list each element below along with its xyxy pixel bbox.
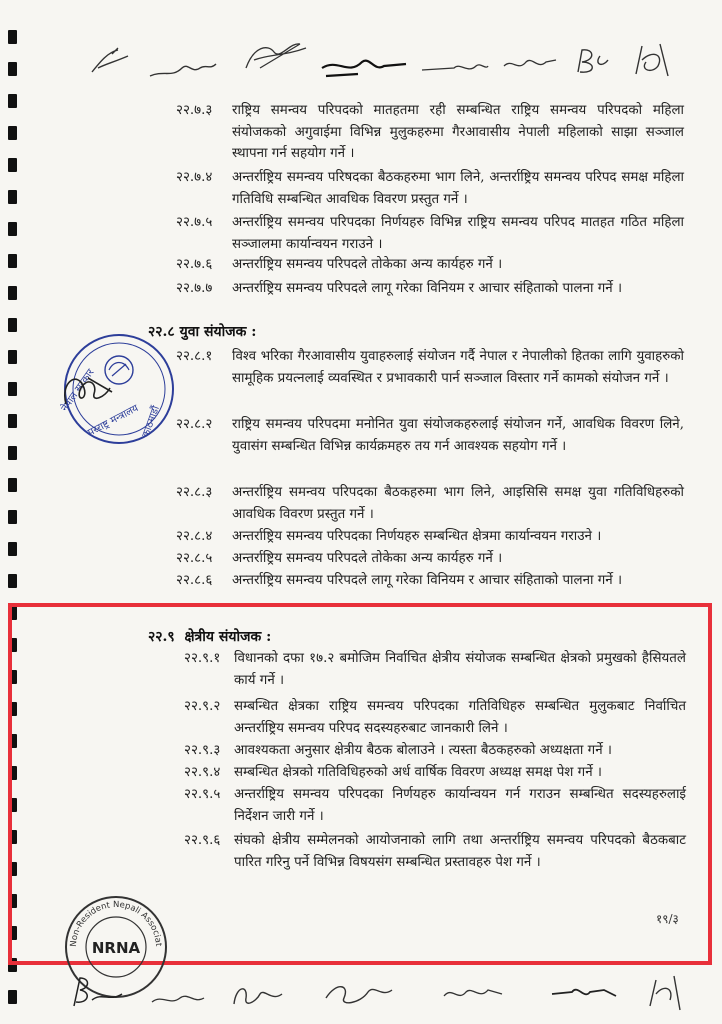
- nrna-ring-text: Non-Resident Nepali Associat: [68, 899, 164, 948]
- signature-icon: [68, 972, 128, 1012]
- nrna-abbr: NRNA: [91, 939, 141, 957]
- binding-hole: [8, 350, 17, 364]
- item-number: २२.८.२: [176, 417, 213, 432]
- section-title: क्षेत्रीय संयोजक :: [184, 629, 272, 645]
- binding-hole: [8, 382, 17, 396]
- item-number: २२.७.३: [176, 103, 213, 118]
- binding-hole: [8, 94, 17, 108]
- binding-hole: [8, 222, 17, 236]
- item-text: सम्बन्धित क्षेत्रको गतिविधिहरुको अर्ध वार्षिक विवरण अध्यक्ष समक्ष पेश गर्ने ।: [234, 765, 602, 780]
- binding-hole: [8, 158, 17, 172]
- item-text: अन्तर्राष्ट्रिय समन्वय परिपदका निर्णयहरु सम्बन्धित क्षेत्रमा कार्यान्वयन गराउने ।: [232, 529, 602, 544]
- binding-hole: [8, 126, 17, 140]
- binding-hole: [8, 574, 17, 588]
- item-number: २२.९.५: [184, 787, 221, 802]
- item-number: २२.९.३: [184, 743, 221, 758]
- item-text: सम्बन्धित क्षेत्रका राष्ट्रिय समन्वय परिपदका गतिविधिहरु सम्बन्धित मुलुकबाट निर्वाचित अन्तर्राष्ट्रिय समन्वय परिपद सदस्यहरुबाट जानकारी लिने ।: [234, 699, 686, 736]
- item-text: अन्तर्राष्ट्रिय समन्वय परिपदका निर्णयहरु विभिन्न राष्ट्रिय समन्वय परिपद मातहत गठित महिला सञ्जालमा कार्यान्वयन गराउने ।: [232, 215, 684, 252]
- item-number: २२.७.६: [176, 257, 213, 272]
- signature-row-top: [0, 38, 722, 88]
- item-number: २२.८.३: [176, 485, 213, 500]
- signature-icon: [226, 978, 286, 1012]
- item-number: २२.८.५: [176, 551, 213, 566]
- signature-icon: [644, 970, 684, 1014]
- binding-hole: [8, 318, 17, 332]
- item-text: अन्तर्राष्ट्रिय समन्वय परिषदका बैठकहरुमा भाग लिने, अन्तर्राष्ट्रिय समन्वय परिपद समक्ष महिला गतिविधि सम्बन्धित आवधिक विवरण प्रस्तुत गर्ने ।: [232, 170, 684, 207]
- signature-icon: [550, 980, 620, 1006]
- item-number: २२.८.१: [176, 349, 213, 364]
- item-text: संघको क्षेत्रीय सम्मेलनको आयोजनाको लागि तथा अन्तर्राष्ट्रिय समन्वय परिपदको बैठकबाट पारित गरिनु पर्ने विभिन्न विषयसंग सम्बन्धित प्रस्तावहरु पेश गर्ने ।: [234, 833, 686, 870]
- signature-icon: [420, 56, 490, 80]
- binding-hole: [8, 414, 17, 428]
- signature-icon: [628, 40, 674, 80]
- signature-icon: [150, 988, 206, 1010]
- item-number: २२.९.६: [184, 833, 221, 848]
- item-number: २२.७.५: [176, 215, 213, 230]
- section-number: २२.९: [148, 629, 175, 645]
- binding-hole: [8, 190, 17, 204]
- item-number: २२.८.४: [176, 529, 213, 544]
- item-text: राष्ट्रिय समन्वय परिपदमा मनोनित युवा संयोजकहरुलाई संयोजन गर्ने, आवधिक विवरण लिने, युवासंग सम्बन्धित विभिन्न कार्यक्रमहरु तय गर्न आवश्यक सहयोग गर्ने ।: [232, 417, 684, 454]
- item-number: २२.७.७: [176, 281, 213, 296]
- signature-row-bottom: [0, 970, 722, 1020]
- item-text: अन्तर्राष्ट्रिय समन्वय परिपदले लागू गरेका विनियम र आचार संहिताको पालना गर्ने ।: [232, 573, 623, 588]
- stamp-ministry-text: परराष्ट्र मन्त्रालय: [86, 402, 141, 439]
- binding-hole: [8, 478, 17, 492]
- item-text: विश्व भरिका गैरआवासीय युवाहरुलाई संयोजन गर्दै नेपाल र नेपालीको हितका लागि युवाहरुको सामूहिक प्रयत्नलाई व्यवस्थित र प्रभावकारी पार्न सञ्जाल विस्तार गर्ने कामको संयोजन गर्ने ।: [232, 349, 684, 386]
- signature-icon: [88, 44, 134, 78]
- page-number: १९/३: [656, 912, 679, 926]
- stamp-city-text: काठमाडौं: [140, 404, 162, 440]
- item-text: अन्तर्राष्ट्रिय समन्वय परिपदले तोकेका अन्य कार्यहरु गर्ने ।: [232, 257, 503, 272]
- item-number: २२.९.१: [184, 651, 221, 666]
- binding-hole: [8, 510, 17, 524]
- item-text: विधानको दफा १७.२ बमोजिम निर्वाचित क्षेत्रीय संयोजक सम्बन्धित क्षेत्रको प्रमुखको हैसियतले कार्य गर्ने ।: [234, 651, 686, 688]
- signature-icon: [318, 52, 408, 82]
- signature-icon: [58, 362, 120, 412]
- signature-icon: [572, 44, 612, 78]
- item-number: २२.८.६: [176, 573, 213, 588]
- binding-hole: [8, 286, 17, 300]
- section-22-9-heading: [148, 627, 271, 646]
- signature-icon: [320, 976, 396, 1010]
- section-number: २२.८: [148, 324, 175, 340]
- item-number: २२.९.२: [184, 699, 221, 714]
- item-text: अन्तर्राष्ट्रिय समन्वय परिपदका निर्णयहरु कार्यान्वयन गर्न गराउन सम्बन्धित सदस्यहरुलाई निर्देशन जारी गर्ने ।: [234, 787, 686, 824]
- item-number: २२.९.४: [184, 765, 221, 780]
- section-title: युवा संयोजक :: [179, 324, 257, 340]
- item-number: २२.७.४: [176, 170, 213, 185]
- signature-icon: [240, 38, 310, 74]
- signature-icon: [148, 56, 218, 82]
- binding-hole: [8, 254, 17, 268]
- binding-hole: [8, 446, 17, 460]
- binding-hole: [8, 542, 17, 556]
- signature-icon: [500, 50, 560, 76]
- stamp-govt-text: नेपाल सरकार: [60, 367, 97, 414]
- item-text: आवश्यकता अनुसार क्षेत्रीय बैठक बोलाउने । त्यस्ता बैठकहरुको अध्यक्षता गर्ने ।: [234, 743, 612, 758]
- item-text: अन्तर्राष्ट्रिय समन्वय परिपदले तोकेका अन्य कार्यहरु गर्ने ।: [232, 551, 503, 566]
- item-text: अन्तर्राष्ट्रिय समन्वय परिपदका बैठकहरुमा भाग लिने, आइसिसि समक्ष युवा गतिविधिहरुको आवधिक विवरण प्रस्तुत गर्ने ।: [232, 485, 684, 522]
- item-text: अन्तर्राष्ट्रिय समन्वय परिपदले लागू गरेका विनियम र आचार संहिताको पालना गर्ने ।: [232, 281, 623, 296]
- signature-icon: [440, 980, 506, 1006]
- item-text: राष्ट्रिय समन्वय परिपदको मातहतमा रही सम्बन्धित राष्ट्रिय समन्वय परिपदको महिला संयोजकको अगुवाईमा विभिन्न मुलुकहरुमा गैरआवासीय नेपाली महिलाको साझा सञ्जाल स्थापना गर्न सहयोग गर्ने ।: [232, 103, 684, 161]
